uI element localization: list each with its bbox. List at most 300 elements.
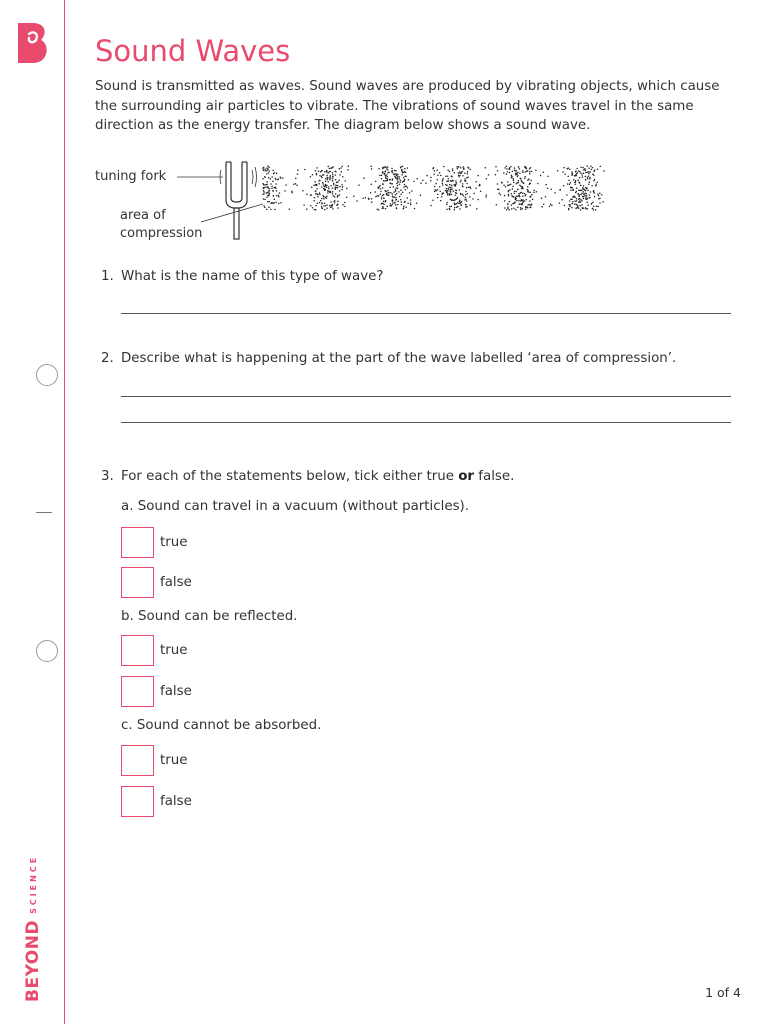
air-particle [451,194,453,196]
option-a-true[interactable] [121,527,187,558]
air-particle [332,166,334,168]
air-particle [524,200,526,202]
air-particle [454,207,456,209]
air-particle [571,187,573,189]
air-particle [370,192,372,194]
air-particle [344,180,346,182]
air-particle [576,204,578,206]
air-particle [266,196,268,198]
air-particle [335,189,337,191]
air-particle [578,195,580,197]
air-particle [382,187,384,189]
air-particle [593,206,595,208]
air-particle [568,204,570,206]
air-particle [465,198,467,200]
air-particle [466,200,468,202]
air-particle [451,187,453,189]
air-particle [314,197,316,199]
checkbox-a-false[interactable] [121,567,154,598]
air-particle [398,191,400,193]
air-particle [488,174,490,176]
air-particle [268,206,270,208]
air-particle [578,181,580,183]
wave-graphic [95,158,615,248]
air-particle [278,178,280,180]
air-particle [293,183,295,185]
air-particle [570,182,572,184]
air-particle [289,208,291,210]
air-particle [339,190,341,192]
air-particle [273,195,275,197]
air-particle [525,199,527,201]
air-particle [267,186,269,188]
air-particle [272,170,274,172]
air-particle [601,194,603,196]
air-particle [554,192,556,194]
label-tuning-fork: tuning fork [95,169,167,184]
air-particle [342,186,344,188]
air-particle [403,177,405,179]
air-particle [262,194,264,196]
air-particle [433,174,435,176]
air-particle [462,185,464,187]
air-particle [515,199,517,201]
sound-wave-diagram [95,158,615,248]
air-particle [452,179,454,181]
air-particle [316,184,318,186]
air-particle [458,203,460,205]
air-particle [537,183,539,185]
air-particle [439,186,441,188]
air-particle [449,171,451,173]
air-particle [392,193,394,195]
air-particle [445,184,447,186]
air-particle [597,193,599,195]
air-particle [472,198,474,200]
air-particle [586,202,588,204]
air-particle [437,194,439,196]
air-particle [326,204,328,206]
air-particle [420,194,422,196]
air-particle [344,206,346,208]
air-particle [511,208,513,210]
air-particle [599,198,601,200]
air-particle [520,207,522,209]
air-particle [353,196,355,198]
air-particle [394,170,396,172]
air-particle [401,201,403,203]
answer-line-1[interactable] [121,313,731,314]
air-particle [282,177,284,179]
air-particle [325,178,327,180]
air-particle [587,204,589,206]
air-particle [389,187,391,189]
air-particle [315,193,317,195]
air-particle [439,191,441,193]
air-particle [407,197,409,199]
air-particle [348,165,350,167]
air-particle [467,166,469,168]
air-particle [326,195,328,197]
air-particle [508,185,510,187]
air-particle [375,181,377,183]
air-particle [365,197,367,199]
air-particle [387,180,389,182]
option-b-true-label: true [160,643,188,658]
air-particle [478,185,480,187]
air-particle [588,167,590,169]
air-particle [507,171,509,173]
air-particle [451,206,453,208]
air-particle [572,201,574,203]
air-particle [402,166,404,168]
air-particle [543,204,545,206]
air-particle [270,209,272,211]
air-particle [278,194,280,196]
air-particle [395,197,397,199]
air-particle [403,207,405,209]
air-particle [459,208,461,210]
air-particle [498,193,500,195]
answer-line-2b[interactable] [121,422,731,423]
air-particle [383,198,385,200]
air-particle [447,169,449,171]
checkbox-a-true[interactable] [121,527,154,558]
air-particle [462,183,464,185]
air-particle [399,184,401,186]
air-particle [330,207,332,209]
air-particle [529,204,531,206]
air-particle [322,195,324,197]
air-particle [517,175,519,177]
air-particle [586,199,588,201]
air-particle [341,171,343,173]
air-particle [521,208,523,210]
air-particle [579,190,581,192]
air-particle [339,174,341,176]
question-2-number: 2. [101,351,114,366]
brand-name: BEYOND [23,919,43,1002]
air-particle [377,195,379,197]
air-particle [562,171,564,173]
air-particle [380,191,382,193]
air-particle [466,187,468,189]
air-particle [397,176,399,178]
air-particle [540,175,542,177]
air-particle [523,201,525,203]
air-particle [529,171,531,173]
air-particle [503,172,505,174]
air-particle [519,168,521,170]
air-particle [581,174,583,176]
option-c-true[interactable] [121,745,187,776]
air-particle [383,204,385,206]
air-particle [521,192,523,194]
air-particle [397,178,399,180]
air-particle [522,186,524,188]
air-particle [509,169,511,171]
checkbox-b-true[interactable] [121,635,154,666]
air-particle [455,182,457,184]
air-particle [507,203,509,205]
air-particle [268,191,270,193]
air-particle [311,186,313,188]
air-particle [511,204,513,206]
air-particle [522,170,524,172]
air-particle [321,170,323,172]
air-particle [585,176,587,178]
checkbox-c-true[interactable] [121,745,154,776]
air-particle [266,181,268,183]
air-particle [440,175,442,177]
air-particle [475,187,477,189]
air-particle [576,175,578,177]
air-particle [574,196,576,198]
air-particle [571,198,573,200]
option-c-false-label: false [160,794,192,809]
air-particle [568,180,570,182]
air-particle [504,167,506,169]
air-particle [390,203,392,205]
air-particle [518,200,520,202]
air-particle [400,167,402,169]
air-particle [579,205,581,207]
air-particle [266,167,268,169]
air-particle [323,185,325,187]
air-particle [458,172,460,174]
air-particle [462,193,464,195]
air-particle [597,168,599,170]
air-particle [585,179,587,181]
air-particle [378,168,380,170]
air-particle [270,183,272,185]
air-particle [437,197,439,199]
air-particle [264,184,266,186]
air-particle [393,174,395,176]
air-particle [432,200,434,202]
air-particle [394,196,396,198]
air-particle [449,209,451,211]
air-particle [518,194,520,196]
air-particle [325,205,327,207]
air-particle [337,181,339,183]
checkbox-c-false[interactable] [121,786,154,817]
air-particle [594,179,596,181]
air-particle [330,185,332,187]
air-particle [291,192,293,194]
air-particle [461,204,463,206]
air-particle [275,202,277,204]
air-particle [516,173,518,175]
air-particle [563,185,565,187]
air-particle [597,206,599,208]
air-particle [477,175,479,177]
air-particle [589,177,591,179]
air-particle [477,199,479,201]
air-particle [400,189,402,191]
air-particle [469,186,471,188]
air-particle [399,181,401,183]
option-c-false[interactable] [121,786,192,817]
air-particle [442,192,444,194]
air-particle [416,178,418,180]
air-particle [595,183,597,185]
air-particle [597,182,599,184]
air-particle [395,177,397,179]
air-particle [435,189,437,191]
air-particle [602,201,604,203]
air-particle [447,175,449,177]
air-particle [275,179,277,181]
margin-line [64,0,65,1024]
air-particle [582,191,584,193]
air-particle [583,193,585,195]
air-particle [573,179,575,181]
air-particle [397,181,399,183]
label-area-of: area of [120,208,166,223]
air-particle [439,172,441,174]
answer-line-2a[interactable] [121,396,731,397]
air-particle [328,172,330,174]
air-particle [520,209,522,211]
air-particle [434,191,436,193]
air-particle [401,204,403,206]
air-particle [378,209,380,211]
air-particle [592,173,594,175]
air-particle [530,167,532,169]
air-particle [327,192,329,194]
air-particle [522,182,524,184]
air-particle [592,202,594,204]
air-particle [339,186,341,188]
air-particle [595,209,597,211]
air-particle [321,198,323,200]
air-particle [404,201,406,203]
air-particle [454,209,456,211]
air-particle [371,168,373,170]
air-particle [395,170,397,172]
air-particle [385,167,387,169]
air-particle [571,207,573,209]
air-particle [599,192,601,194]
air-particle [525,194,527,196]
option-a-true-label: true [160,535,188,550]
air-particle [334,200,336,202]
checkbox-b-false[interactable] [121,676,154,707]
air-particle [580,199,582,201]
air-particle [334,202,336,204]
air-particle [346,188,348,190]
air-particle [395,187,397,189]
air-particle [476,208,478,210]
air-particle [598,195,600,197]
air-particle [384,171,386,173]
air-particle [285,184,287,186]
air-particle [387,194,389,196]
air-particle [583,172,585,174]
air-particle [266,184,268,186]
air-particle [551,205,553,207]
air-particle [437,179,439,181]
air-particle [513,208,515,210]
air-particle [528,178,530,180]
air-particle [457,168,459,170]
air-particle [334,170,336,172]
air-particle [446,204,448,206]
air-particle [268,188,270,190]
air-particle [325,197,327,199]
air-particle [276,195,278,197]
air-particle [526,171,528,173]
air-particle [382,206,384,208]
air-particle [407,167,409,169]
air-particle [516,191,518,193]
air-particle [580,209,582,211]
air-particle [518,193,520,195]
air-particle [403,205,405,207]
air-particle [400,180,402,182]
air-particle [514,201,516,203]
air-particle [509,189,511,191]
air-particle [314,209,316,211]
air-particle [543,172,545,174]
air-particle [384,180,386,182]
air-particle [316,188,318,190]
air-particle [470,204,472,206]
air-particle [517,182,519,184]
air-particle [592,167,594,169]
air-particle [333,183,335,185]
air-particle [267,165,269,167]
air-particle [589,194,591,196]
option-b-false[interactable] [121,676,192,707]
air-particle [263,190,265,192]
air-particle [379,175,381,177]
air-particles [262,165,605,210]
option-a-false-label: false [160,575,192,590]
air-particle [522,199,524,201]
air-particle [458,176,460,178]
air-particle [470,169,472,171]
air-particle [337,185,339,187]
air-particle [532,199,534,201]
air-particle [460,181,462,183]
air-particle [512,188,514,190]
air-particle [514,192,516,194]
air-particle [321,207,323,209]
option-b-true[interactable] [121,635,187,666]
air-particle [533,192,535,194]
air-particle [468,186,470,188]
air-particle [437,174,439,176]
air-particle [473,193,475,195]
question-3-text-after: false. [474,469,515,484]
brand-vertical [22,842,44,1002]
air-particle [337,196,339,198]
air-particle [585,172,587,174]
air-particle [434,170,436,172]
air-particle [326,171,328,173]
air-particle [337,207,339,209]
air-particle [511,174,513,176]
air-particle [392,199,394,201]
air-particle [375,196,377,198]
option-a-false[interactable] [121,567,192,598]
air-particle [326,179,328,181]
air-particle [272,190,274,192]
air-particle [580,173,582,175]
air-particle [312,174,314,176]
